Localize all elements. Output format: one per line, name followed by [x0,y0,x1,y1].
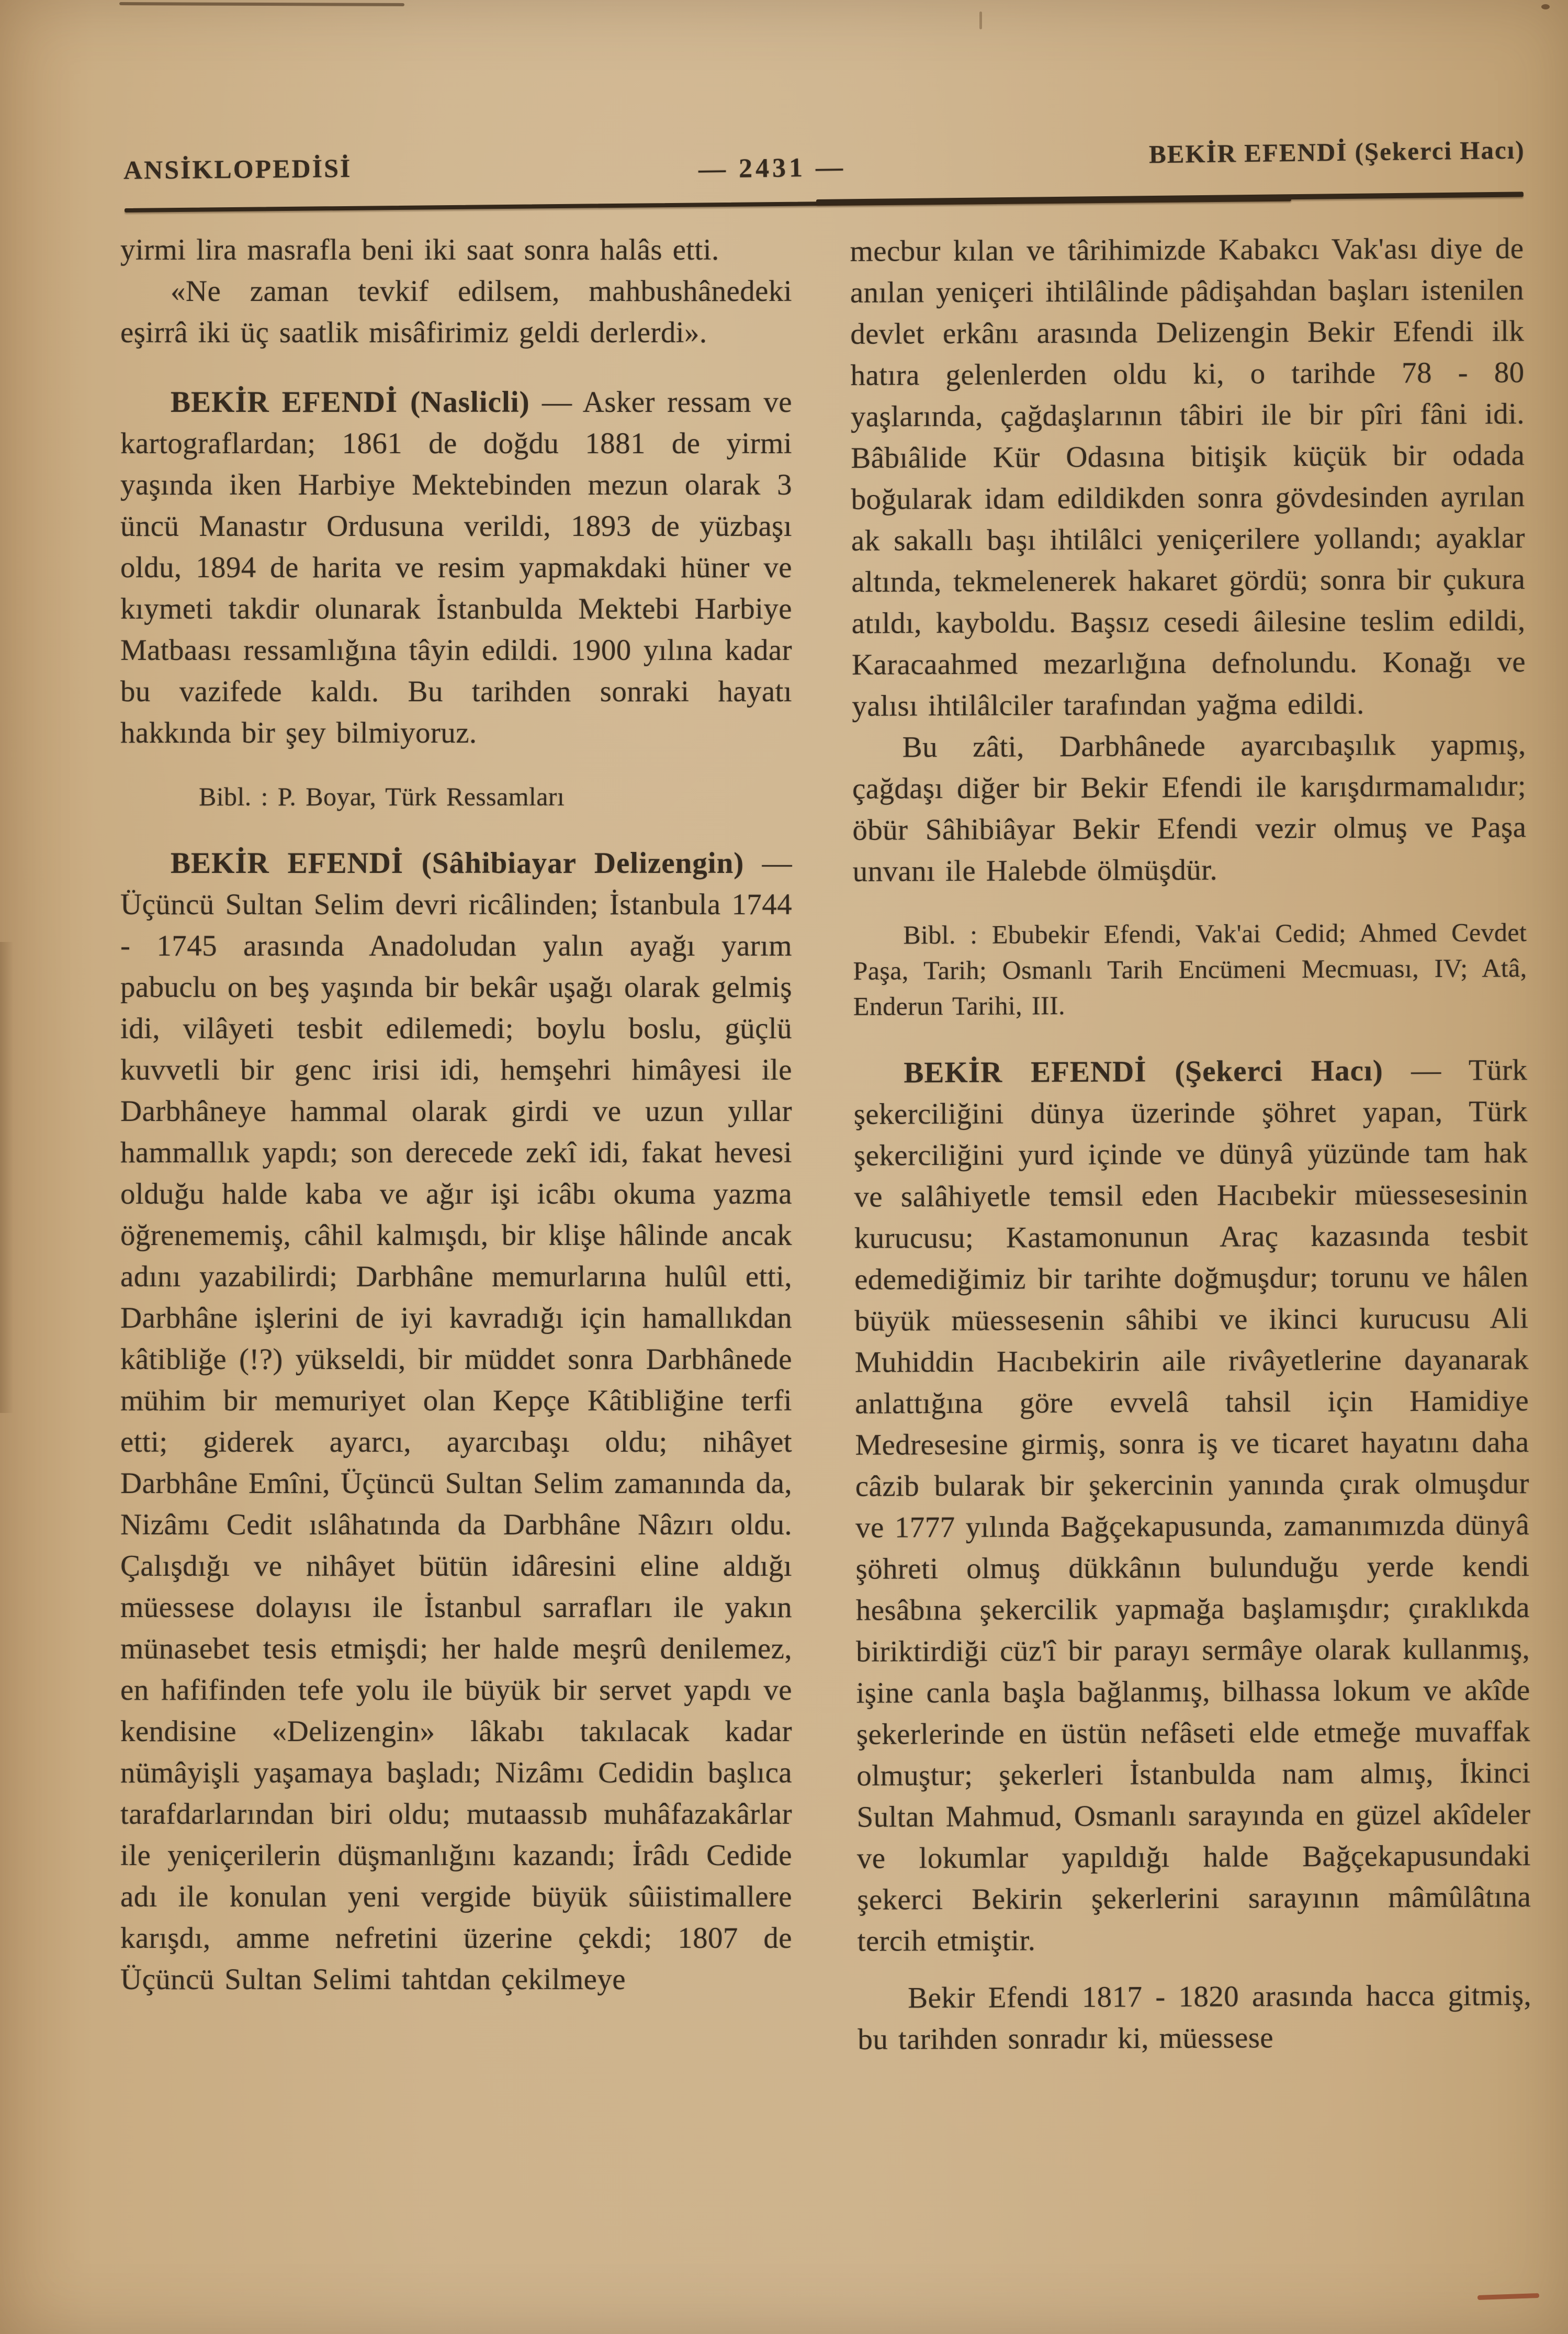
header-rule-overlap [816,192,1524,205]
page-edge-shadow [119,2,404,6]
bibliography-naslicli: Bibl. : P. Boyar, Türk Ressamları [199,782,565,811]
binding-shadow [0,942,14,1413]
entry-naslicli [120,381,792,754]
column-left [120,229,792,2000]
header-work-title: ANSİKLOPEDİSİ [123,153,352,185]
entry-title: BEKİR EFENDİ (Sâhibiayar Delizengin) [171,847,744,880]
entry-sekerci-haci [853,1049,1531,1962]
red-pencil-mark [1477,2293,1539,2300]
entry-body: — Üçüncü Sultan Selim devri ricâlinden; İstanbula 1744 - 1745 arasında Anadoludan yalın ayağı yarım pabuclu on beş yaşında bir bekâr uşağı olarak gelmiş idi, vilâyeti tesbit edilemedi; boylu boslu, güçlü kuvvetli bir genc irisi idi, hemşehri himâyesi ile Darbhâneye hammal olarak girdi ve uzun yıllar hammallık yapdı; son derecede zekî idi, fakat hevesi olduğu halde kaba ve ağır işi icâbı okuma yazma öğrenememiş, câhil kalmışdı, bir klişe hâlinde ancak adını yazabilirdi; Darbhâne memurlarına hulûl etti, Darbhâne işlerini de iyi kavradığı için hamallıkdan kâtibliğe (!?) yükseldi, bir müddet sonra Darbhânede mühim bir memuriyet olan Kepçe Kâtibliğine terfi etti; giderek ayarcı, ayarcıbaşı oldu; nihâyet Darbhâne Emîni, Üçüncü Sultan Selim zamanında da, Nizâmı Cedit ıslâhatında da Darbhâne Nâzırı oldu. Çalışdığı ve nihâyet bütün idâresini eline aldığı müessese dolayısı ile İstanbul sarrafları ile yakın münasebet tesis etmişdi; her halde meşrû denilemez, en hafifinden tefe yolu ile büyük bir servet yapdı ve kendisine «Delizengin» lâkabı takılacak kadar nümâyişli yaşamaya başladı; Nizâmı Cedidin başlıca tarafdarlarından biri oldu; mutaassıb muhâfazakârlar ile yeniçerilerin düşmanlığını kazandı; İrâdı Cedide adı ile konulan yeni vergide büyük sûiistimallere karışdı, amme nefretini üzerine çekdi; 1807 de Üçüncü Sultan Selimi tahtdan çekilmeye [120,847,792,1996]
bibliography-delizengin: Bibl. : Ebubekir Efendi, Vak'ai Cedid; Ahmed Cevdet Paşa, Tarih; Osmanlı Tarih Encümeni Mecmuası, IV; Atâ, Enderun Tarihi, III. [853,917,1527,1021]
entry-title: BEKİR EFENDİ (Naslicli) [171,386,530,419]
entry-sahibiayar-delizengin [120,843,792,2000]
paragraph-note: Bu zâti, Darbhânede ayarcıbaşılık yapmış, çağdaşı diğer bir Bekir Efendi ile karışdırmamalıdır; öbür Sâhibiâyar Bekir Efendi vezir olmuş ve Paşa unvanı ile Halebde ölmüşdür. [852,728,1527,888]
column-right [850,228,1531,2060]
entry-body: — Türk şekerciliğini dünya üzerinde şöhret yapan, Türk şekerciliğini yurd içinde ve dünyâ yüzünde tam hak ve salâhiyetle temsil eden Hacıbekir müessesesinin kurucusu; Kastamonunun Araç kazasında tesbit edemediğimiz bir tarihte doğmuşdur; torunu ve hâlen büyük müessesenin sâhibi ve ikinci kurucusu Ali Muhiddin Hacıbekirin aile rivâyetlerine dayanarak anlattığına göre evvelâ tahsil için Hamidiye Medresesine girmiş, sonra iş ve ticaret hayatını daha câzib bularak bir şekercinin yanında çırak olmuşdur ve 1777 yılında Bağçekapusunda, zamanımızda dünyâ şöhreti olmuş dükkânın bulunduğu yerde kendi hesâbına şekercilik yapmağa başlamışdır; çıraklıkda biriktirdiği cüz'î bir parayı sermâye olarak kullanmış, işine canla başla bağlanmış, bilhassa lokum ve akîde şekerlerinde en üstün nefâseti elde etmeğe muvaffak olmuştur; şekerleri İstanbulda nam almış, İkinci Sultan Mahmud, Osmanlı sarayında en güzel akîdeler ve lokumlar yapıldığı halde Bağçekapusundaki şekerci Bekirin şekerlerini sarayının mâmûlâtına tercih etmiştir. [853,1053,1531,1958]
paragraph-closing: Bekir Efendi 1817 - 1820 arasında hacca gitmiş, bu tarihden sonradır ki, müessese [858,1979,1532,2056]
paper-speck [979,12,982,29]
paper-speck [1541,4,1550,9]
page-number: — 2431 — [698,152,847,184]
entry-body: — Asker ressam ve kartograflardan; 1861 de doğdu 1881 de yirmi yaşında iken Harbiye Mektebinden mezun olarak 3 üncü Manastır Ordusuna verildi, 1893 de yüzbaşı oldu, 1894 de harita ve resim yapmakdaki hüner ve kıymeti takdir olunarak İstanbulda Mektebi Harbiye Matbaası ressamlığına tâyin edildi. 1900 yılına kadar bu vazifede kaldı. Bu tarihden sonraki hayatı hakkında bir şey bilmiyoruz. [120,386,792,749]
entry-title: BEKİR EFENDİ (Şekerci Hacı) [904,1054,1383,1090]
paragraph-quote: «Ne zaman tevkif edilsem, mahbushânedeki eşirrâ iki üç saatlik misâfirimiz geldi derlerdi». [120,275,792,349]
paragraph-continuation: mecbur kılan ve târihimizde Kabakcı Vak'ası diye de anılan yeniçeri ihtilâlinde pâdişahdan başları istenilen devlet erkânı arasında Delizengin Bekir Efendi ilk hatıra gelenlerden oldu ki, o tarihde 78 - 80 yaşlarında, çağdaşlarının tâbiri ile bir pîri fâni idi. Bâbıâlide Kür Odasına bitişik küçük bir odada boğularak idam edildikden sonra gövdesinden ayrılan ak sakallı başı ihtilâlci yeniçerilere yollandı; ayaklar altında, tekmelenerek hakaret gördü; sonra bir çukura atıldı, kayboldu. Başsız cesedi âilesine teslim edildi, Karacaahmed mezarlığına defnolundu. Konağı ve yalısı ihtilâlciler tarafından yağma edildi. [850,232,1526,723]
header-article-title: BEKİR EFENDİ (Şekerci Hacı) [1149,135,1526,169]
paragraph-continuation: yirmi lira masrafla beni iki saat sonra halâs etti. [120,233,719,266]
